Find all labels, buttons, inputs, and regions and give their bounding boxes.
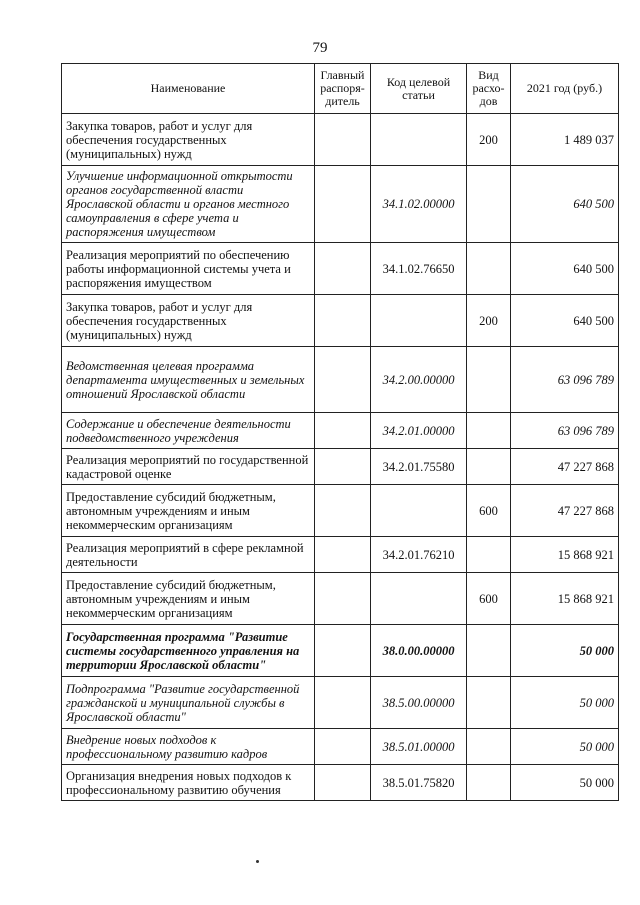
row-code-cell: 34.1.02.76650: [371, 243, 467, 295]
row-name-cell: Предоставление субсидий бюджетным, автономным учреждениям и иным некоммерческим организациям: [62, 573, 315, 625]
row-name-cell: Внедрение новых подходов к профессиональному развитию кадров: [62, 729, 315, 765]
row-name-cell: Закупка товаров, работ и услуг для обеспечения государственных (муниципальных) нужд: [62, 114, 315, 166]
row-sum-cell: 640 500: [511, 295, 619, 347]
row-name-cell: Государственная программа "Развитие системы государственного управления на территории Ярославской области": [62, 625, 315, 677]
row-type-cell: 600: [467, 573, 511, 625]
row-sum-cell: 15 868 921: [511, 537, 619, 573]
row-admin-cell: [315, 295, 371, 347]
row-admin-cell: [315, 449, 371, 485]
row-type-cell: [467, 413, 511, 449]
header-admin: Главный распоря-дитель: [315, 64, 371, 114]
table-header-row: [62, 64, 619, 114]
row-code-cell: 34.2.01.75580: [371, 449, 467, 485]
row-name-cell: Ведомственная целевая программа департамента имущественных и земельных отношений Ярославской области: [62, 347, 315, 413]
row-sum-cell: 63 096 789: [511, 347, 619, 413]
table-row: [62, 166, 619, 243]
table-row: [62, 677, 619, 729]
row-code-cell: 34.2.00.00000: [371, 347, 467, 413]
row-admin-cell: [315, 625, 371, 677]
row-type-cell: [467, 537, 511, 573]
row-admin-cell: [315, 537, 371, 573]
table-row: [62, 449, 619, 485]
row-name-cell: Подпрограмма "Развитие государственной гражданской и муниципальной службы в Ярославской области": [62, 677, 315, 729]
row-name-cell: Реализация мероприятий в сфере рекламной деятельности: [62, 537, 315, 573]
row-type-cell: 200: [467, 114, 511, 166]
header-name: Наименование: [62, 64, 315, 114]
row-code-cell: [371, 295, 467, 347]
row-admin-cell: [315, 166, 371, 243]
row-code-cell: [371, 485, 467, 537]
row-code-cell: [371, 573, 467, 625]
row-code-cell: 38.5.00.00000: [371, 677, 467, 729]
row-code-cell: 34.2.01.76210: [371, 537, 467, 573]
row-name-cell: Реализация мероприятий по государственной кадастровой оценке: [62, 449, 315, 485]
table-row: [62, 114, 619, 166]
budget-table: [61, 63, 619, 801]
row-admin-cell: [315, 413, 371, 449]
header-code: Код целевой статьи: [371, 64, 467, 114]
row-name-cell: Содержание и обеспечение деятельности подведомственного учреждения: [62, 413, 315, 449]
row-admin-cell: [315, 114, 371, 166]
row-type-cell: [467, 449, 511, 485]
row-sum-cell: 1 489 037: [511, 114, 619, 166]
row-sum-cell: 63 096 789: [511, 413, 619, 449]
row-type-cell: [467, 765, 511, 801]
row-type-cell: [467, 347, 511, 413]
table-row: [62, 729, 619, 765]
row-type-cell: [467, 729, 511, 765]
row-type-cell: 200: [467, 295, 511, 347]
row-type-cell: [467, 166, 511, 243]
table-body: [62, 114, 619, 801]
row-sum-cell: 50 000: [511, 729, 619, 765]
row-code-cell: 34.1.02.00000: [371, 166, 467, 243]
scan-dot: [256, 860, 259, 863]
row-admin-cell: [315, 243, 371, 295]
row-name-cell: Закупка товаров, работ и услуг для обеспечения государственных (муниципальных) нужд: [62, 295, 315, 347]
table-row: [62, 347, 619, 413]
table-row: [62, 625, 619, 677]
row-type-cell: [467, 677, 511, 729]
row-code-cell: 38.5.01.75820: [371, 765, 467, 801]
table-row: [62, 485, 619, 537]
row-type-cell: [467, 243, 511, 295]
table-row: [62, 765, 619, 801]
row-name-cell: Улучшение информационной открытости органов государственной власти Ярославской области и органов местного самоуправления в сфере учета и распоряжения имуществом: [62, 166, 315, 243]
row-sum-cell: 47 227 868: [511, 485, 619, 537]
row-type-cell: [467, 625, 511, 677]
table-row: [62, 537, 619, 573]
row-code-cell: 38.0.00.00000: [371, 625, 467, 677]
header-sum: 2021 год (руб.): [511, 64, 619, 114]
page-number: 79: [312, 40, 328, 56]
row-admin-cell: [315, 677, 371, 729]
row-code-cell: 38.5.01.00000: [371, 729, 467, 765]
table-row: [62, 243, 619, 295]
row-sum-cell: 50 000: [511, 765, 619, 801]
row-name-cell: Реализация мероприятий по обеспечению работы информационной системы учета и распоряжения имуществом: [62, 243, 315, 295]
table-row: [62, 413, 619, 449]
table-row: [62, 295, 619, 347]
row-sum-cell: 15 868 921: [511, 573, 619, 625]
row-sum-cell: 50 000: [511, 625, 619, 677]
table-row: [62, 573, 619, 625]
row-admin-cell: [315, 573, 371, 625]
header-type: Вид расхо-дов: [467, 64, 511, 114]
row-sum-cell: 47 227 868: [511, 449, 619, 485]
row-admin-cell: [315, 729, 371, 765]
row-code-cell: [371, 114, 467, 166]
row-name-cell: Организация внедрения новых подходов к профессиональному развитию обучения: [62, 765, 315, 801]
row-admin-cell: [315, 347, 371, 413]
row-sum-cell: 640 500: [511, 166, 619, 243]
row-type-cell: 600: [467, 485, 511, 537]
row-sum-cell: 50 000: [511, 677, 619, 729]
row-name-cell: Предоставление субсидий бюджетным, автономным учреждениям и иным некоммерческим организациям: [62, 485, 315, 537]
row-sum-cell: 640 500: [511, 243, 619, 295]
row-admin-cell: [315, 765, 371, 801]
row-code-cell: 34.2.01.00000: [371, 413, 467, 449]
row-admin-cell: [315, 485, 371, 537]
